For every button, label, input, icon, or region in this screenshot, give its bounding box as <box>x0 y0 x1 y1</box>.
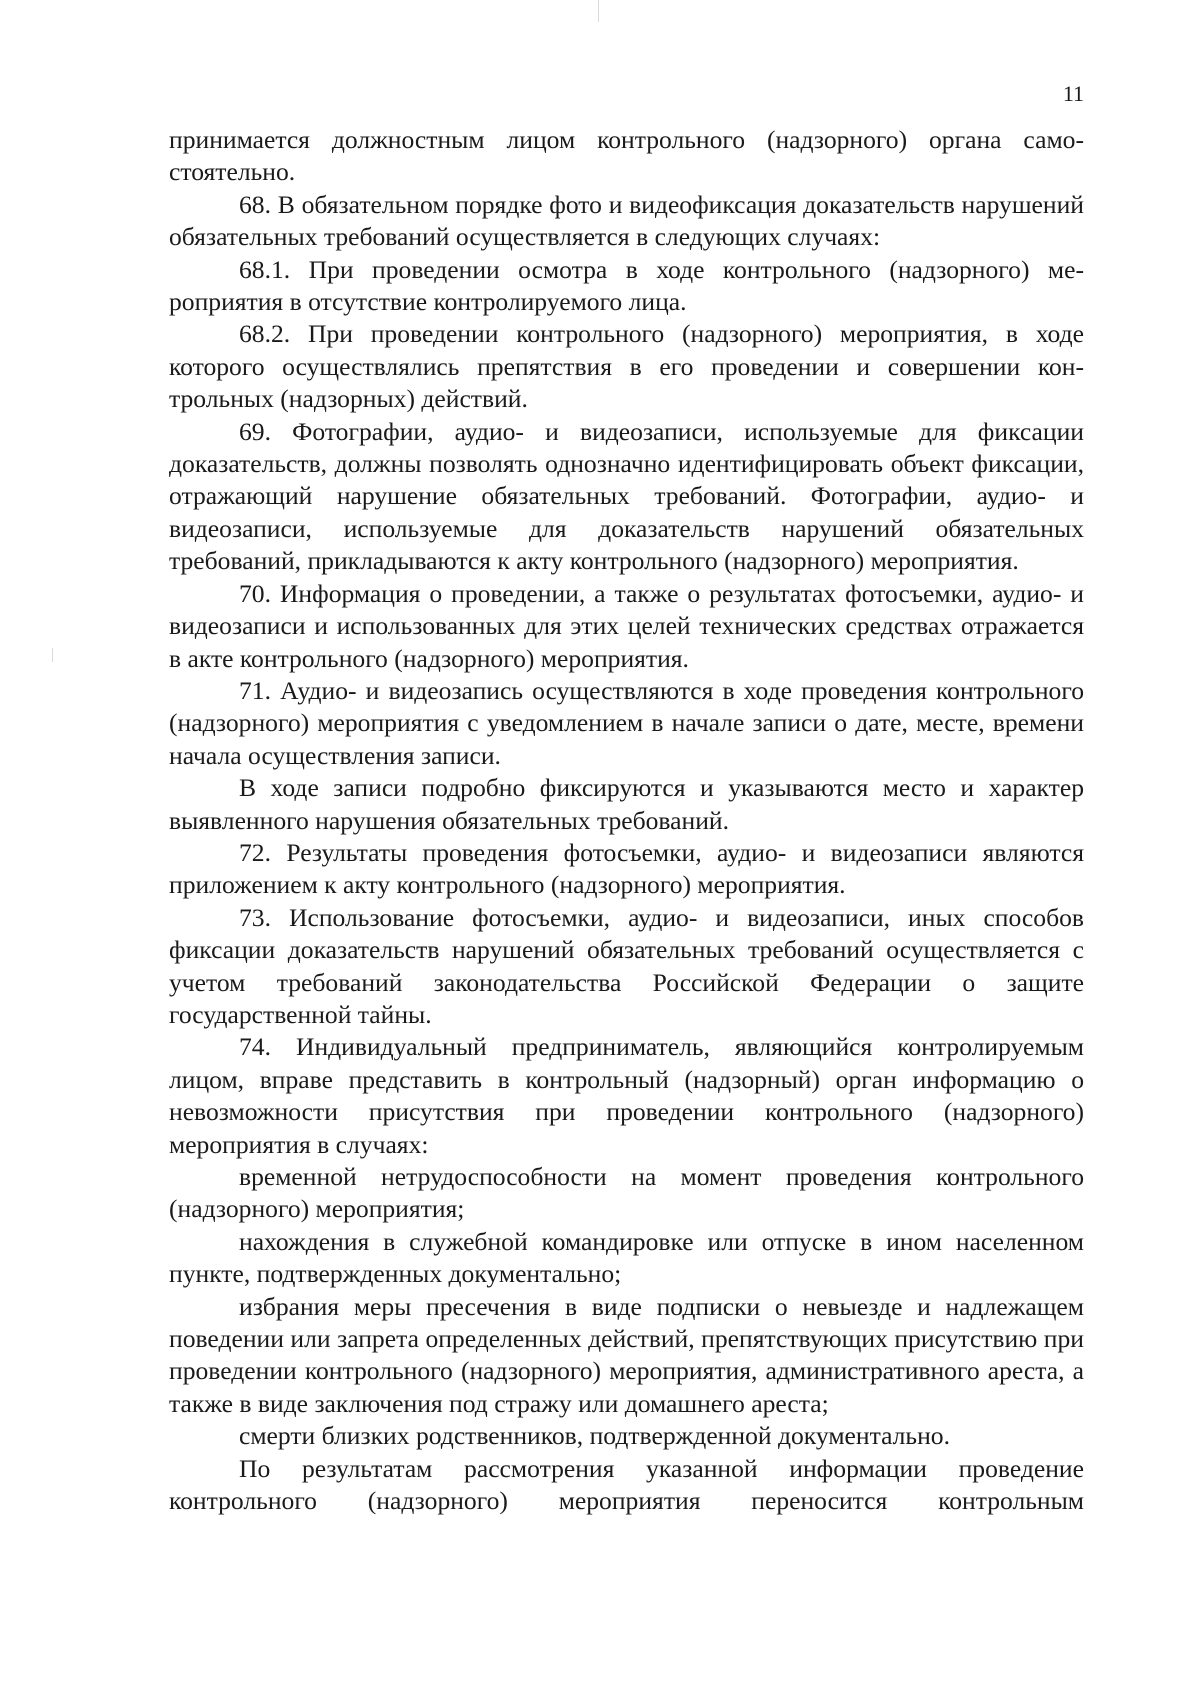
paragraph-item-69: 69. Фотографии, аудио- и видеозаписи, используемые для фиксации доказательств, должны позволять однозначно идентифицировать объект фиксации, отражающий нарушение обязательных требований. Фотографии, аудио- и видеозаписи, используемые для доказательств нарушений обязательных требований, прикладываются к акту контрольного (надзорного) мероприятия. <box>169 416 1084 576</box>
scan-artifact-line <box>52 648 53 662</box>
paragraph-item-68-1: 68.1. При проведении осмотра в ходе контрольного (надзорного) мероприятия в отсутствие контролируемого лица. <box>169 254 1084 317</box>
paragraph-item-70: 70. Информация о проведении, а также о результатах фотосъемки, аудио- и видеозаписи и использованных для этих целей технических средствах отражается в акте контрольного (надзорного) мероприятия. <box>169 578 1084 673</box>
list-item-death-of-relatives: смерти близких родственников, подтвержденной документально. <box>239 1421 950 1451</box>
paragraph-item-68-2: 68.2. При проведении контрольного (надзорного) мероприятия, в ходе которого осуществлялись препятствия в его проведении и совершении контрольных (надзорных) действий. <box>169 319 1084 414</box>
document-body <box>169 124 1084 1517</box>
paragraph-continuation: принимается должностным лицом контрольного (надзорного) органа самостоятельно. <box>169 125 1084 187</box>
list-item-temporary-disability: временной нетрудоспособности на момент проведения контрольного (надзорного) мероприятия; <box>169 1162 1084 1224</box>
paragraph-final-continued: По результатам рассмотрения указанной информации проведение контрольного (надзорного) мероприятия переносится контрольным <box>169 1453 1084 1516</box>
list-item-preventive-measure: избрания меры пресечения в виде подписки о невыезде и надлежащем поведении или запрета определенных действий, препятствующих присутствию при проведении контрольного (надзорного) мероприятия, административного ареста, а также в виде заключения под стражу или домашнего ареста; <box>169 1291 1084 1418</box>
scan-artifact-line <box>598 0 599 22</box>
paragraph-item-71-continued: В ходе записи подробно фиксируются и указываются место и характер выявленного нарушения обязательных требований. <box>169 773 1084 835</box>
paragraph-item-74: 74. Индивидуальный предприниматель, являющийся контролируемым лицом, вправе представить в контрольный (надзорный) орган информацию о невозможности присутствия при проведении контрольного (надзорного) мероприятия в случаях: <box>169 1032 1084 1159</box>
paragraph-item-72: 72. Результаты проведения фотосъемки, аудио- и видеозаписи являются приложением к акту контрольного (надзорного) мероприятия. <box>169 837 1084 900</box>
list-item-business-trip: нахождения в служебной командировке или отпуске в ином населенном пункте, подтвержденных документально; <box>169 1226 1084 1289</box>
paragraph-item-71: 71. Аудио- и видеозапись осуществляются в ходе проведения контрольного (надзорного) мероприятия с уведомлением в начале записи о дате, месте, времени начала осуществления записи. <box>169 675 1084 770</box>
page-number: 11 <box>1062 81 1084 106</box>
paragraph-item-68: 68. В обязательном порядке фото и видеофиксация доказательств нарушений обязательных требований осуществляется в следующих случаях: <box>169 189 1084 252</box>
paragraph-item-73: 73. Использование фотосъемки, аудио- и видеозаписи, иных способов фиксации доказательств нарушений обязательных требований осуществляется с учетом требований законодательства Российской Федерации о защите государственной тайны. <box>169 902 1084 1029</box>
